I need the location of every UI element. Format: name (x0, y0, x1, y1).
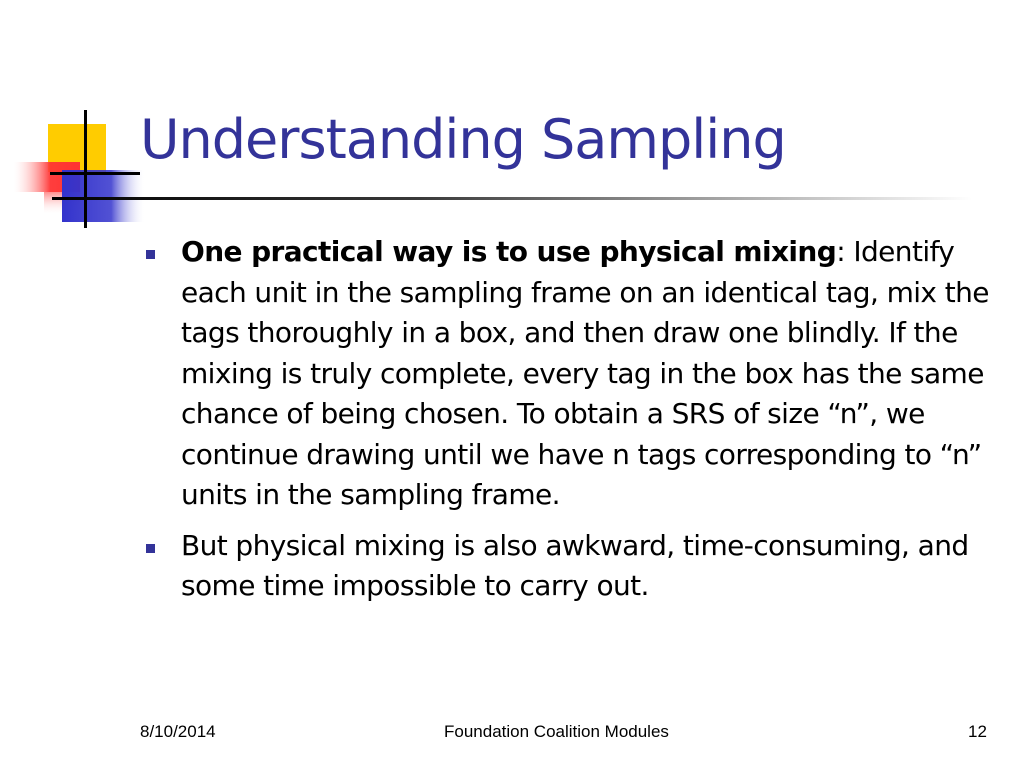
footer-title: Foundation Coalition Modules (444, 722, 669, 741)
title-divider (52, 197, 972, 200)
bullet-lead-suffix: : (836, 235, 846, 268)
bullet-item (140, 526, 1010, 607)
square-bullet-icon (146, 250, 155, 259)
bullet-body-text: Identify each unit in the sampling frame on an identical tag, mix the tags thoroughly in a box, and then draw one blindly. If the mixing is truly complete, every tag in the box has the same chance of being chosen. To obtain a SRS of size “n”, we continue drawing until we have n tags corresponding to “n” units in the sampling frame. (181, 235, 989, 511)
bullet-body-text: But physical mixing is also awkward, time-consuming, and some time impossible to carry out. (181, 528, 969, 602)
slide-title: Understanding Sampling (140, 108, 786, 171)
footer-date: 8/10/2014 (140, 722, 216, 741)
bullet-item (140, 232, 1010, 516)
page-number: 12 (968, 722, 987, 741)
squares-crosshair-logo (0, 0, 150, 240)
square-bullet-icon (146, 544, 155, 553)
bullet-list (140, 232, 1010, 617)
bullet-lead-text: One practical way is to use physical mixing (181, 235, 837, 268)
